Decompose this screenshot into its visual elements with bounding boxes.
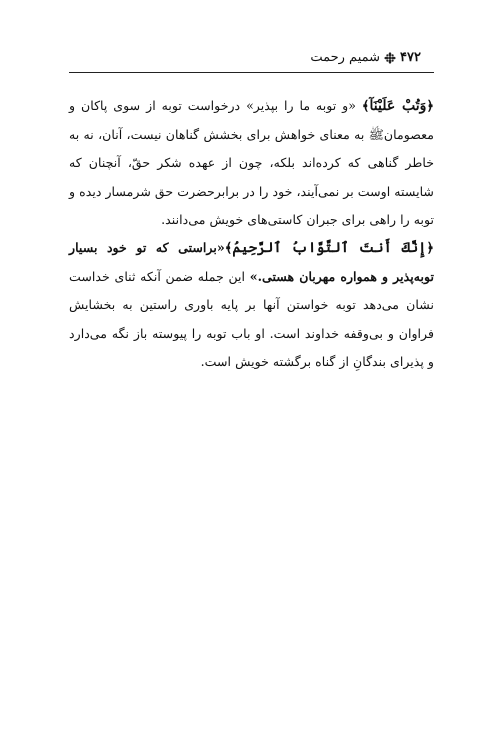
paragraph-2 — [69, 234, 434, 376]
quran-verse: إِنَّكَ أَنتَ ٱلتَّوَّابُ ٱلرَّحِيمُ — [232, 240, 427, 257]
verse-close-bracket: ﴾ — [361, 99, 370, 114]
header-rule — [69, 72, 434, 73]
verse-close-bracket: ﴾ — [224, 241, 233, 257]
paragraph-text: این جمله ضمن آنکه ثنای خداست نشان می‌دهد توبه خواستن آنها بر پایه باوری راستین به بخشایش فراوان و بی‌وقفه خداوند است. او باب توبه را پیوسته باز نگه می‌دارد و پذیرای بندگانِ از گناه برگشته خویش است. — [69, 269, 434, 369]
book-title: شمیم رحمت — [310, 50, 381, 65]
verse-open-bracket: ﴿ — [426, 241, 434, 257]
verse-translation: «براستی که تو خود بسیار توبه‌پذیر و همواره مهربان هستی.» — [69, 240, 434, 285]
running-head — [310, 50, 421, 65]
paragraph-text: درخواست توبه از سوی پاکان و معصومانﷺ به معنای خواهش برای بخشش گناهان نیست، آنان، نه به خاطر گناهی که کرده‌اند بلکه، چون از عهده شکر حقّ، آنچنان که شایسته اوست بر نمی‌آیند، خود را در برابرحضرت حق شرمسار دیده و توبه را راهی برای جبران کاستی‌های خویش می‌دانند. — [69, 98, 434, 227]
page-number: ۴۷۲ — [400, 50, 421, 65]
flower-ornament-icon — [384, 52, 396, 64]
verse-open-bracket: ﴿ — [426, 99, 434, 114]
paragraph-1 — [69, 92, 434, 234]
body-text — [69, 92, 434, 376]
quran-verse: وَتُبْ عَلَيْنَآ — [369, 98, 427, 114]
verse-translation: «و توبه ما را بپذیر» — [246, 98, 356, 113]
